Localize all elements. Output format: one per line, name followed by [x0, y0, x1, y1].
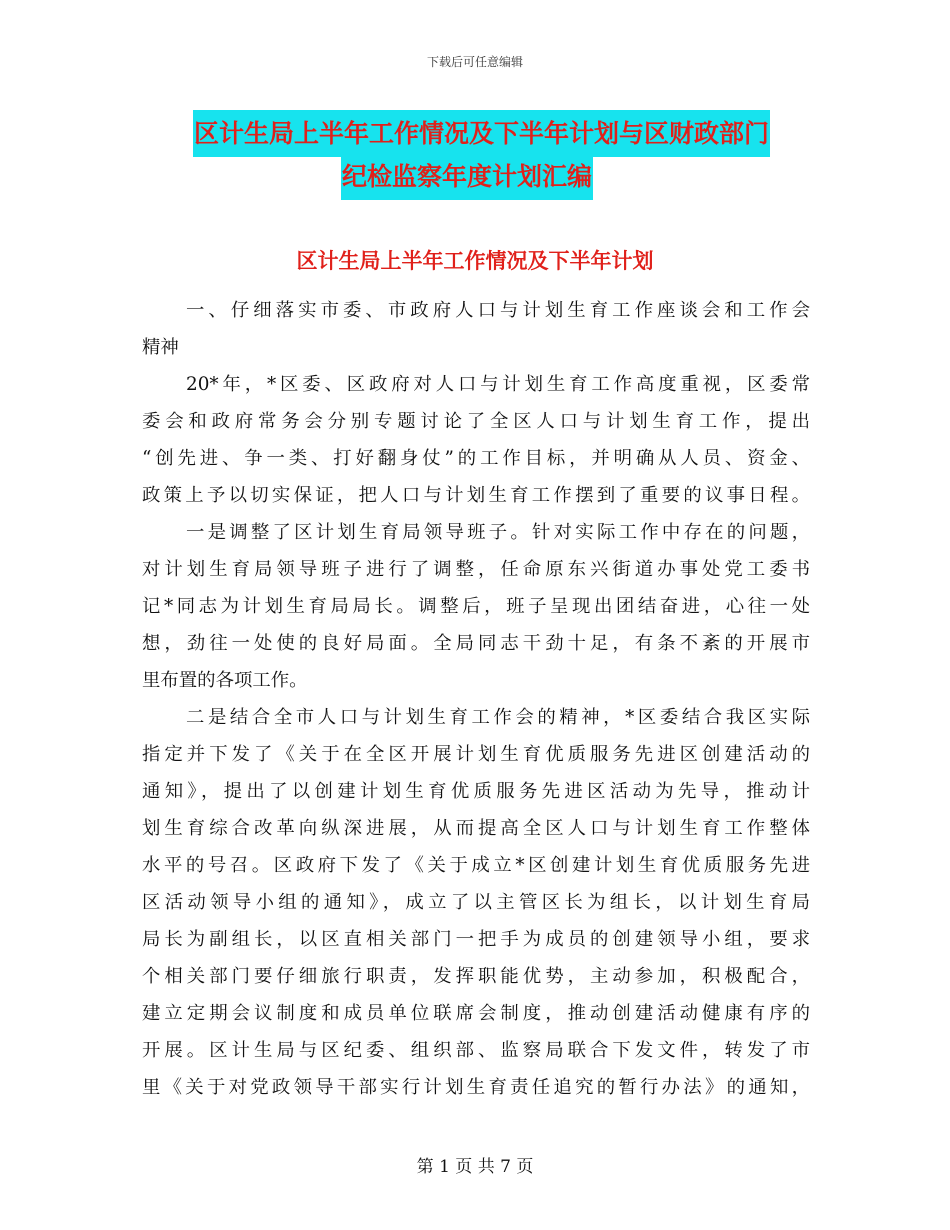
section-title: 区计生局上半年工作情况及下半年计划	[296, 249, 654, 273]
body-line: “创先进、争一类、打好翻身仗”的工作目标，并明确从人员、资金、	[142, 448, 810, 469]
body-line: 想，劲往一处使的良好局面。全局同志干劲十足，有条不紊的开展市	[142, 633, 810, 654]
body-line: 对计划生育局领导班子进行了调整，任命原东兴街道办事处党工委书	[142, 559, 810, 580]
body-line: 划生育综合改革向纵深进展，从而提高全区人口与计划生育工作整体	[142, 818, 810, 839]
page-footer: 第 1 页 共 7 页	[416, 1157, 534, 1177]
body-line: 开展。区计生局与区纪委、组织部、监察局联合下发文件，转发了市	[142, 1040, 810, 1061]
body-line: 建立定期会议制度和成员单位联席会制度，推动创建活动健康有序的	[142, 1003, 810, 1024]
body-line: 局长为副组长，以区直相关部门一把手为成员的创建领导小组，要求	[142, 929, 810, 950]
body-line: 通知》，提出了以创建计划生育优质服务先进区活动为先导，推动计	[142, 781, 810, 802]
body-line: 个相关部门要仔细旅行职责，发挥职能优势，主动参加，积极配合，	[142, 966, 810, 987]
body-line: 一、仔细落实市委、市政府人口与计划生育工作座谈会和工作会	[186, 300, 810, 321]
body-line: 里《关于对党政领导干部实行计划生育责任追究的暂行办法》的通知，	[142, 1077, 810, 1098]
body-line: 20*年，*区委、区政府对人口与计划生育工作高度重视，区委常	[186, 374, 810, 395]
header-note: 下载后可任意编辑	[426, 55, 523, 69]
body-line: 里布置的各项工作。	[142, 670, 308, 691]
body-line: 记*同志为计划生育局局长。调整后，班子呈现出团结奋进，心往一处	[142, 596, 810, 617]
body-line: 政策上予以切实保证，把人口与计划生育工作摆到了重要的议事日程。	[142, 485, 810, 506]
body-line: 区活动领导小组的通知》，成立了以主管区长为组长，以计划生育局	[142, 892, 810, 913]
body-line: 二是结合全市人口与计划生育工作会的精神，*区委结合我区实际	[186, 707, 810, 728]
body-line: 委会和政府常务会分别专题讨论了全区人口与计划生育工作，提出	[142, 411, 810, 432]
body-line: 水平的号召。区政府下发了《关于成立*区创建计划生育优质服务先进	[142, 855, 810, 876]
document-title-line-1: 区计生局上半年工作情况及下半年计划与区财政部门	[193, 110, 770, 157]
body-line: 指定并下发了《关于在全区开展计划生育优质服务先进区创建活动的	[142, 744, 810, 765]
body-line: 一是调整了区计划生育局领导班子。针对实际工作中存在的问题，	[186, 522, 810, 543]
body-line: 精神	[142, 337, 179, 358]
document-title-line-2: 纪检监察年度计划汇编	[341, 153, 593, 200]
body-text	[142, 292, 810, 1106]
